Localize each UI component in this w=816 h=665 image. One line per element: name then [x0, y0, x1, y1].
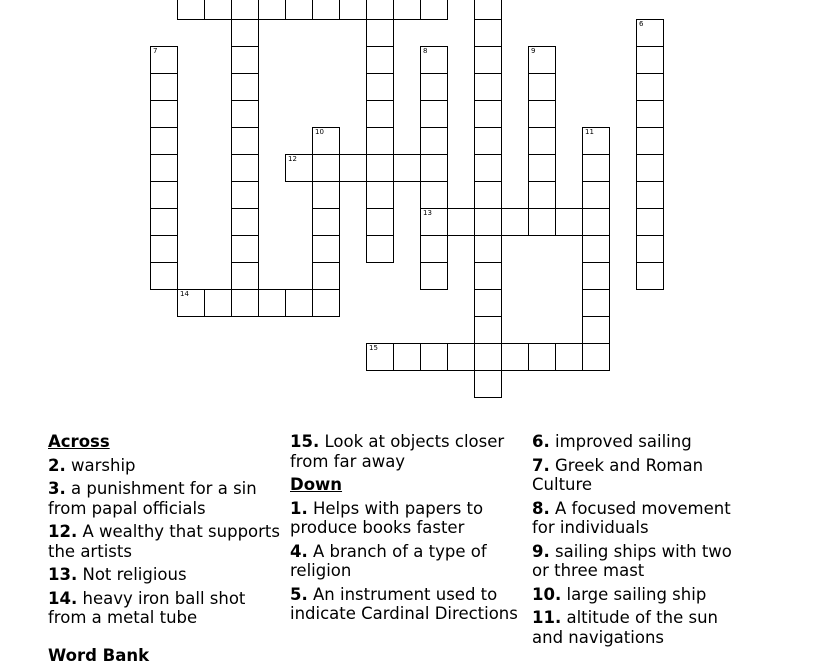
grid-cell[interactable] — [636, 46, 664, 74]
grid-cell[interactable] — [312, 127, 340, 155]
grid-cell[interactable] — [501, 208, 529, 236]
across-clue: 15. Look at objects closer from far away — [290, 432, 505, 471]
grid-cell[interactable] — [150, 208, 178, 236]
clue-column-1 — [48, 432, 280, 632]
down-clue: 5. An instrument used to indicate Cardinal Directions — [290, 584, 518, 623]
grid-cell[interactable] — [636, 235, 664, 263]
grid-cell[interactable] — [366, 100, 394, 128]
grid-clue-number: 12 — [288, 155, 297, 163]
grid-cell[interactable] — [636, 262, 664, 290]
grid-cell[interactable] — [231, 289, 259, 317]
grid-clue-number: 10 — [315, 128, 324, 136]
down-clue: 8. A focused movement for individuals — [532, 498, 731, 537]
across-clue: 2. warship — [48, 455, 136, 475]
grid-cell[interactable] — [366, 154, 394, 182]
grid-cell[interactable] — [528, 46, 556, 74]
down-clue: 9. sailing ships with two or three mast — [532, 541, 732, 580]
grid-cell[interactable] — [555, 208, 583, 236]
grid-cell[interactable] — [474, 0, 502, 20]
grid-cell[interactable] — [420, 0, 448, 20]
grid-clue-number — [234, 0, 238, 1]
grid-cell[interactable] — [474, 262, 502, 290]
grid-cell[interactable] — [474, 181, 502, 209]
grid-cell[interactable] — [420, 73, 448, 101]
grid-cell[interactable] — [258, 0, 286, 20]
grid-cell[interactable] — [528, 181, 556, 209]
grid-cell[interactable] — [420, 208, 448, 236]
down-heading: Down — [290, 475, 343, 494]
grid-clue-number — [180, 0, 184, 1]
grid-cell[interactable] — [393, 0, 421, 20]
grid-cell[interactable] — [582, 316, 610, 344]
grid-cell[interactable] — [636, 73, 664, 101]
across-clue: 12. A wealthy that supports the artists — [48, 522, 280, 561]
down-clue: 10. large sailing ship — [532, 584, 707, 604]
grid-cell[interactable] — [420, 154, 448, 182]
grid-clue-number: 8 — [423, 47, 428, 55]
grid-cell[interactable] — [366, 46, 394, 74]
grid-cell[interactable] — [177, 0, 205, 20]
grid-cell[interactable] — [150, 46, 178, 74]
grid-cell[interactable] — [366, 208, 394, 236]
grid-cell[interactable] — [582, 289, 610, 317]
grid-cell[interactable] — [528, 127, 556, 155]
grid-cell[interactable] — [366, 181, 394, 209]
grid-cell[interactable] — [150, 262, 178, 290]
grid-cell[interactable] — [474, 208, 502, 236]
grid-cell[interactable] — [582, 154, 610, 182]
grid-cell[interactable] — [636, 100, 664, 128]
grid-cell[interactable] — [474, 370, 502, 398]
grid-cell[interactable] — [150, 154, 178, 182]
grid-cell[interactable] — [474, 343, 502, 371]
grid-cell[interactable] — [528, 100, 556, 128]
grid-clue-number: 9 — [531, 47, 536, 55]
grid-cell[interactable] — [231, 0, 259, 20]
down-clue: 4. A branch of a type of religion — [290, 541, 487, 580]
grid-cell[interactable] — [285, 0, 313, 20]
across-clue: 14. heavy iron ball shot from a metal tube — [48, 588, 246, 627]
grid-cell[interactable] — [312, 208, 340, 236]
grid-cell[interactable] — [420, 262, 448, 290]
grid-cell[interactable] — [420, 181, 448, 209]
grid-cell[interactable] — [636, 208, 664, 236]
clue-column-2 — [290, 432, 522, 628]
grid-cell[interactable] — [366, 73, 394, 101]
grid-cell[interactable] — [312, 154, 340, 182]
grid-cell[interactable] — [420, 46, 448, 74]
grid-cell[interactable] — [312, 262, 340, 290]
grid-cell[interactable] — [231, 235, 259, 263]
grid-cell[interactable] — [258, 289, 286, 317]
grid-cell[interactable] — [636, 19, 664, 47]
grid-cell[interactable] — [474, 289, 502, 317]
grid-cell[interactable] — [366, 127, 394, 155]
grid-clue-number: 15 — [369, 344, 378, 352]
grid-cell[interactable] — [231, 73, 259, 101]
grid-cell[interactable] — [582, 343, 610, 371]
grid-cell[interactable] — [636, 181, 664, 209]
grid-cell[interactable] — [555, 343, 583, 371]
grid-clue-number: 14 — [180, 290, 189, 298]
grid-cell[interactable] — [474, 154, 502, 182]
across-clue: 13. Not religious — [48, 565, 187, 584]
grid-cell[interactable] — [582, 208, 610, 236]
grid-cell[interactable] — [339, 0, 367, 20]
grid-cell[interactable] — [150, 73, 178, 101]
grid-clue-number: 13 — [423, 209, 432, 217]
grid-cell[interactable] — [150, 100, 178, 128]
across-heading: Across — [48, 432, 110, 451]
grid-cell[interactable] — [474, 73, 502, 101]
grid-cell[interactable] — [447, 208, 475, 236]
grid-cell[interactable] — [285, 289, 313, 317]
grid-cell[interactable] — [231, 127, 259, 155]
down-clue: 1. Helps with papers to produce books faster — [290, 498, 484, 537]
down-clue: 6. improved sailing — [532, 432, 692, 451]
grid-cell[interactable] — [312, 289, 340, 317]
grid-cell[interactable] — [312, 235, 340, 263]
grid-cell[interactable] — [366, 19, 394, 47]
grid-cell[interactable] — [474, 316, 502, 344]
grid-cell[interactable] — [312, 0, 340, 20]
grid-cell[interactable] — [501, 343, 529, 371]
grid-cell[interactable] — [528, 154, 556, 182]
grid-cell[interactable] — [366, 0, 394, 20]
grid-cell[interactable] — [366, 343, 394, 371]
grid-cell[interactable] — [636, 127, 664, 155]
across-clue: 3. a punishment for a sin from papal officials — [48, 479, 257, 518]
grid-cell[interactable] — [447, 343, 475, 371]
grid-cell[interactable] — [474, 46, 502, 74]
grid-cell[interactable] — [150, 235, 178, 263]
grid-cell[interactable] — [474, 127, 502, 155]
grid-cell[interactable] — [393, 154, 421, 182]
grid-cell[interactable] — [420, 127, 448, 155]
grid-cell[interactable] — [231, 208, 259, 236]
grid-clue-number: 11 — [585, 128, 594, 136]
grid-cell[interactable] — [204, 0, 232, 20]
grid-clue-number: 6 — [639, 20, 644, 28]
down-clue: 11. altitude of the sun and navigations — [532, 608, 719, 647]
grid-cell[interactable] — [582, 127, 610, 155]
grid-cell[interactable] — [285, 154, 313, 182]
grid-cell[interactable] — [474, 235, 502, 263]
grid-cell[interactable] — [474, 19, 502, 47]
grid-cell[interactable] — [150, 181, 178, 209]
grid-cell[interactable] — [150, 127, 178, 155]
grid-cell[interactable] — [582, 262, 610, 290]
grid-cell[interactable] — [528, 343, 556, 371]
grid-cell[interactable] — [231, 19, 259, 47]
grid-cell[interactable] — [231, 262, 259, 290]
grid-cell[interactable] — [582, 235, 610, 263]
grid-cell[interactable] — [420, 343, 448, 371]
grid-cell[interactable] — [474, 100, 502, 128]
word-bank-heading: Word Bank — [48, 646, 150, 665]
grid-cell[interactable] — [528, 73, 556, 101]
grid-cell[interactable] — [231, 181, 259, 209]
grid-cell[interactable] — [231, 100, 259, 128]
grid-cell[interactable] — [420, 100, 448, 128]
grid-cell[interactable] — [312, 181, 340, 209]
grid-cell[interactable] — [339, 154, 367, 182]
grid-cell[interactable] — [420, 235, 448, 263]
grid-cell[interactable] — [231, 46, 259, 74]
grid-cell[interactable] — [231, 154, 259, 182]
grid-cell[interactable] — [528, 208, 556, 236]
grid-cell[interactable] — [582, 181, 610, 209]
clue-column-3 — [532, 432, 747, 651]
down-clue: 7. Greek and Roman Culture — [532, 455, 704, 494]
grid-cell[interactable] — [177, 289, 205, 317]
grid-clue-number — [477, 0, 481, 1]
grid-cell[interactable] — [366, 235, 394, 263]
grid-cell[interactable] — [636, 154, 664, 182]
grid-cell[interactable] — [393, 343, 421, 371]
grid-clue-number: 7 — [153, 47, 158, 55]
grid-cell[interactable] — [204, 289, 232, 317]
